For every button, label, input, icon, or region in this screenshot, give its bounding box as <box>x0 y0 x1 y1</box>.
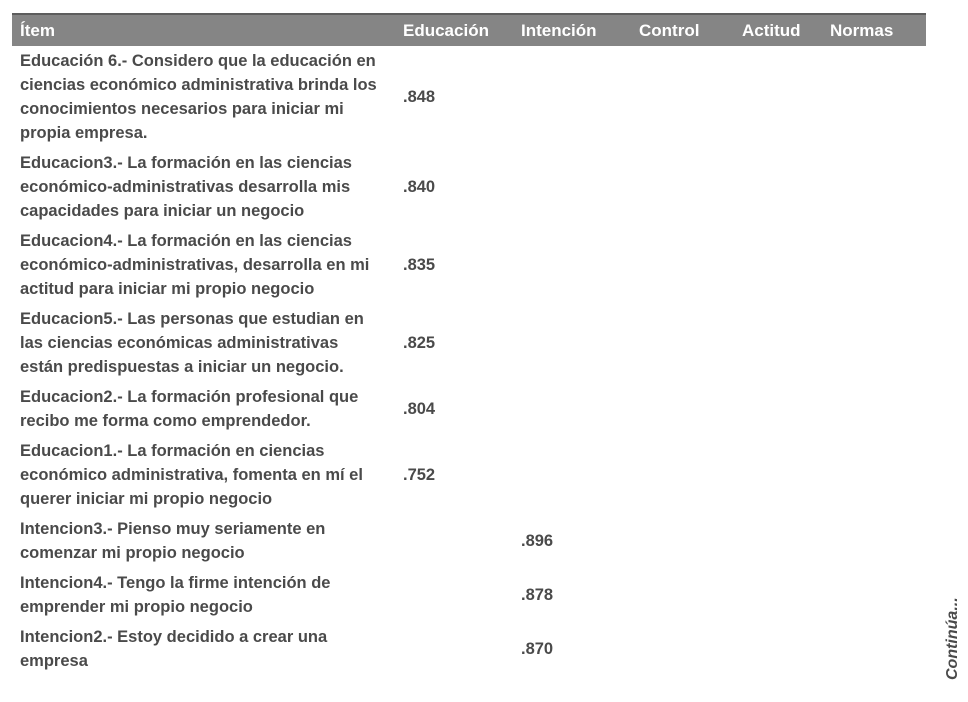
intencion-value: .878 <box>521 586 554 604</box>
item-text: Intencion2.- Estoy decidido a crear una empresa <box>20 628 328 670</box>
normas-value <box>822 514 926 568</box>
control-value <box>631 514 734 568</box>
educacion-value: .848 <box>403 88 436 106</box>
normas-value <box>822 382 926 436</box>
educacion-value: .840 <box>403 178 436 196</box>
actitud-value <box>734 148 822 226</box>
actitud-value <box>734 622 822 676</box>
header-item: Ítem <box>12 14 395 46</box>
normas-value <box>822 148 926 226</box>
educacion-value: .825 <box>403 334 436 352</box>
item-text: Educacion1.- La formación en ciencias económico administrativa, fomenta en mí el querer iniciar mi propio negocio <box>20 442 363 508</box>
table-row <box>12 46 926 148</box>
normas-value <box>822 436 926 514</box>
normas-value <box>822 304 926 382</box>
normas-value <box>822 46 926 148</box>
actitud-value <box>734 304 822 382</box>
item-text: Educacion3.- La formación en las ciencias económico-administrativas desarrolla mis capacidades para iniciar un negocio <box>20 154 352 220</box>
table-row <box>12 622 926 676</box>
control-value <box>631 436 734 514</box>
header-control: Control <box>631 14 734 46</box>
educacion-value: .835 <box>403 256 436 274</box>
header-normas: Normas <box>822 14 926 46</box>
intencion-value <box>513 382 631 436</box>
control-value <box>631 304 734 382</box>
continua-label: Continúa... <box>944 597 961 680</box>
intencion-value: .896 <box>521 532 554 550</box>
header-educacion: Educación <box>395 14 513 46</box>
header-intencion: Intención <box>513 14 631 46</box>
intencion-value <box>513 304 631 382</box>
control-value <box>631 568 734 622</box>
actitud-value <box>734 46 822 148</box>
table-row <box>12 382 926 436</box>
item-text: Educacion5.- Las personas que estudian en las ciencias económicas administrativas están predispuestas a iniciar un negocio. <box>20 310 364 376</box>
educacion-value <box>395 622 513 676</box>
item-text: Educación 6.- Considero que la educación en ciencias económico administrativa brinda los conocimientos necesarios para iniciar mi propia empresa. <box>20 52 377 142</box>
item-text: Intencion4.- Tengo la firme intención de emprender mi propio negocio <box>20 574 331 616</box>
header-row <box>12 14 926 46</box>
actitud-value <box>734 436 822 514</box>
intencion-value <box>513 46 631 148</box>
item-text: Intencion3.- Pienso muy seriamente en comenzar mi propio negocio <box>20 520 326 562</box>
educacion-value <box>395 514 513 568</box>
educacion-value: .752 <box>403 466 436 484</box>
intencion-value <box>513 148 631 226</box>
control-value <box>631 382 734 436</box>
table-row <box>12 148 926 226</box>
table-row <box>12 304 926 382</box>
intencion-value: .870 <box>521 640 554 658</box>
educacion-value <box>395 568 513 622</box>
normas-value <box>822 568 926 622</box>
actitud-value <box>734 514 822 568</box>
control-value <box>631 46 734 148</box>
intencion-value <box>513 436 631 514</box>
item-text: Educacion2.- La formación profesional que recibo me forma como emprendedor. <box>20 388 359 430</box>
table-row <box>12 436 926 514</box>
table-row <box>12 568 926 622</box>
actitud-value <box>734 568 822 622</box>
control-value <box>631 226 734 304</box>
actitud-value <box>734 226 822 304</box>
factor-loadings-table <box>12 13 926 676</box>
normas-value <box>822 226 926 304</box>
control-value <box>631 622 734 676</box>
normas-value <box>822 622 926 676</box>
item-text: Educacion4.- La formación en las ciencias económico-administrativas, desarrolla en mi actitud para iniciar mi propio negocio <box>20 232 370 298</box>
header-actitud: Actitud <box>734 14 822 46</box>
actitud-value <box>734 382 822 436</box>
intencion-value <box>513 226 631 304</box>
educacion-value: .804 <box>403 400 436 418</box>
table-row <box>12 514 926 568</box>
control-value <box>631 148 734 226</box>
table-row <box>12 226 926 304</box>
